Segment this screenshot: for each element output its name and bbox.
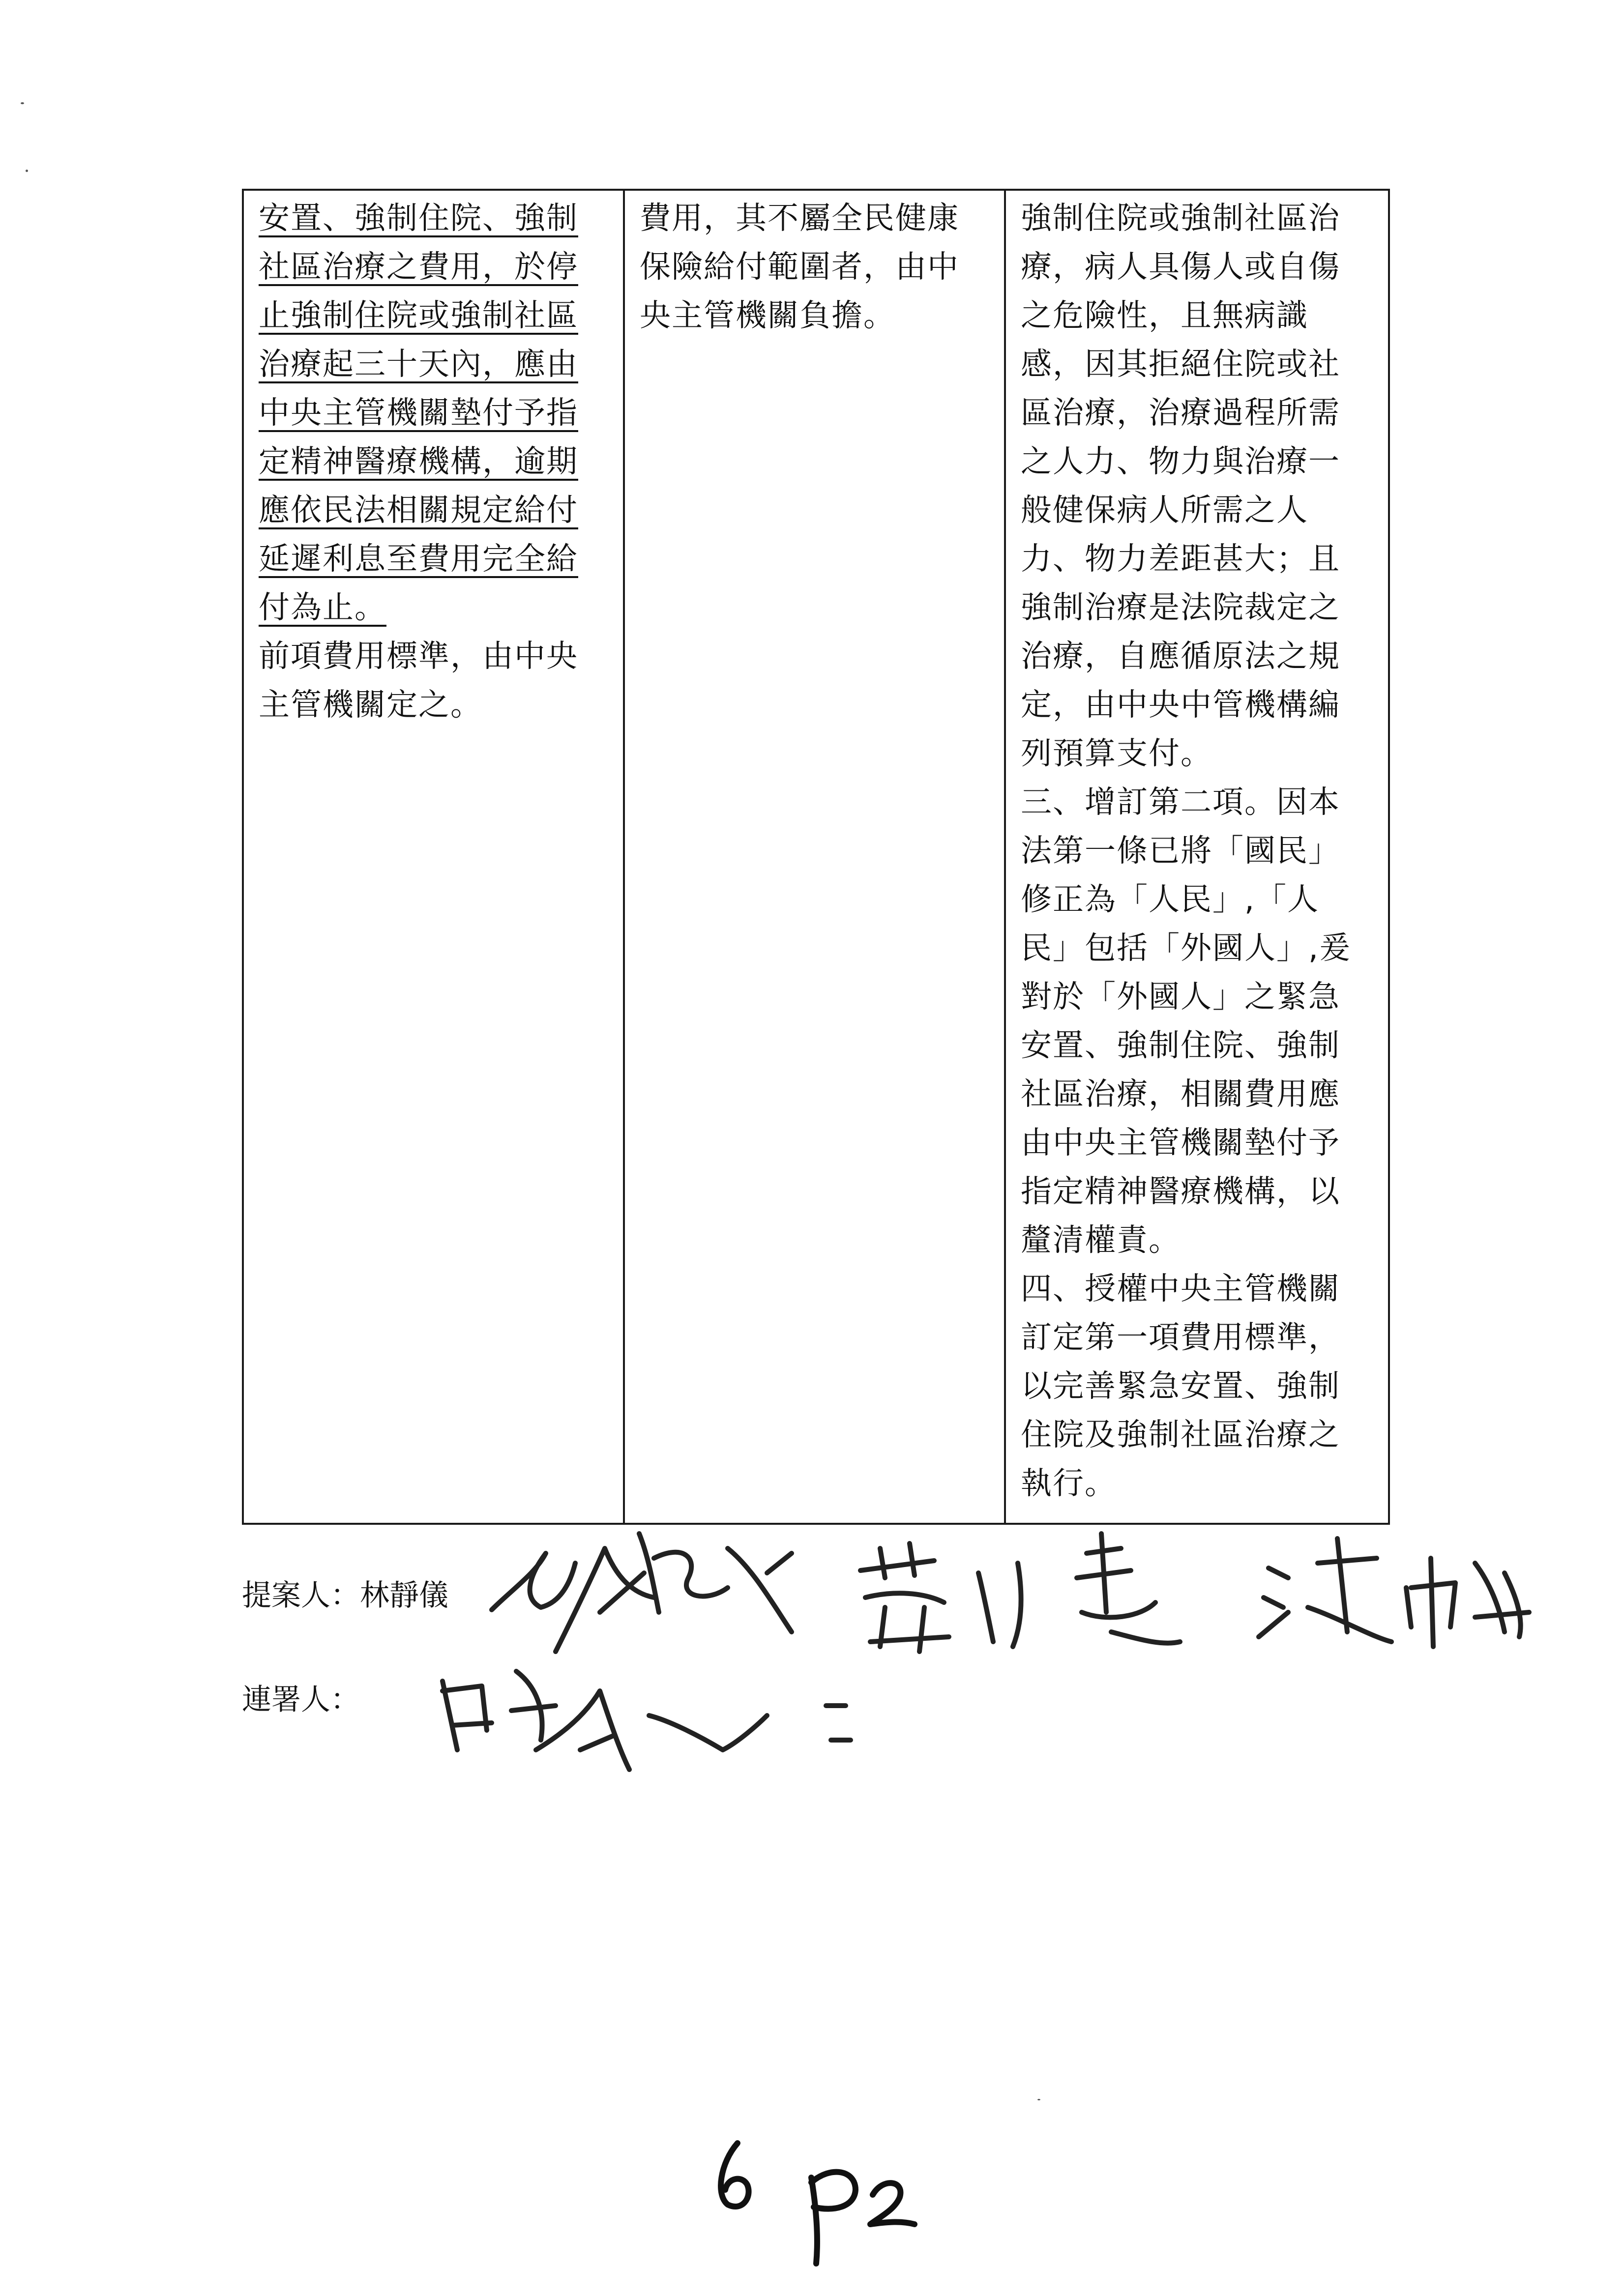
explanation-line: 訂定第一項費用標準， xyxy=(1021,1319,1340,1355)
signature-1-stroke xyxy=(600,1534,659,1612)
signature-2-stroke xyxy=(978,1563,1021,1647)
explanation-line: 定，由中央中管機構編 xyxy=(1021,687,1340,723)
scan-speck xyxy=(26,170,28,172)
signature-4-stroke xyxy=(1406,1558,1529,1647)
signature-5-stroke xyxy=(826,1706,851,1740)
explanation-line: 民」包括「外國人」,爰 xyxy=(1021,930,1352,966)
signature-1-stroke xyxy=(492,1553,575,1610)
amended-text-line: 付為止。 xyxy=(259,589,386,625)
explanation-line: 以完善緊急安置、強制 xyxy=(1021,1368,1340,1404)
amended-text-line: 安置、強制住院、強制 xyxy=(259,200,578,236)
amended-text-line: 主管機關定之。 xyxy=(259,687,482,723)
signature-1-stroke xyxy=(556,1548,654,1652)
explanation-line: 修正為「人民」,「人 xyxy=(1021,881,1320,917)
amended-text-line: 治療起三十天內，應由 xyxy=(259,346,578,382)
explanation-line: 釐清權責。 xyxy=(1021,1222,1181,1258)
signature-5-stroke xyxy=(536,1691,629,1770)
explanation-line: 列預算支付。 xyxy=(1021,735,1212,771)
explanation-line: 療，病人具傷人或自傷 xyxy=(1021,249,1340,285)
explanation-line: 法第一條已將「國民」 xyxy=(1021,833,1340,869)
explanation-line: 力、物力差距甚大；且 xyxy=(1021,541,1340,577)
amended-text-line: 前項費用標準，由中央 xyxy=(259,638,578,674)
explanation-line: 住院及強制社區治療之 xyxy=(1021,1417,1340,1453)
current-text-line: 費用，其不屬全民健康 xyxy=(640,200,959,236)
explanation-line: 感，因其拒絕住院或社 xyxy=(1021,346,1340,382)
signature-1-stroke xyxy=(654,1548,792,1632)
current-text-line: 保險給付範圍者，由中 xyxy=(640,249,959,285)
amended-text-line: 延遲利息至費用完全給 xyxy=(259,541,578,577)
signature-5-stroke xyxy=(443,1671,556,1750)
amended-text-line: 應依民法相關規定給付 xyxy=(259,492,578,528)
cosigner-label: 連署人： xyxy=(242,1683,360,1717)
signature-3-stroke xyxy=(1077,1534,1180,1643)
explanation-line: 區治療，治療過程所需 xyxy=(1021,395,1340,431)
signature-2-stroke xyxy=(860,1543,949,1652)
explanation-line: 安置、強制住院、強制 xyxy=(1021,1027,1340,1063)
amended-text-line: 止強制住院或強制社區 xyxy=(259,297,578,333)
explanation-line: 之人力、物力與治療一 xyxy=(1021,443,1340,479)
amended-text-line: 定精神醫療機構，逾期 xyxy=(259,443,578,479)
explanation-line: 般健保病人所需之人 xyxy=(1021,492,1308,528)
explanation-line: 社區治療，相關費用應 xyxy=(1021,1076,1340,1112)
explanation-line: 指定精神醫療機構，以 xyxy=(1021,1173,1340,1209)
scan-speck xyxy=(1037,2099,1040,2100)
explanation-line: 三、增訂第二項。因本 xyxy=(1021,784,1340,820)
explanation-line: 四、授權中央主管機關 xyxy=(1021,1271,1340,1307)
proposer-label: 提案人：林靜儀 xyxy=(242,1578,448,1613)
explanation-line: 之危險性，且無病識 xyxy=(1021,297,1308,333)
explanation-line: 由中央主管機關墊付予 xyxy=(1021,1125,1340,1161)
explanation-line: 強制住院或強制社區治 xyxy=(1021,200,1340,236)
current-text-line: 央主管機關負擔。 xyxy=(640,297,895,333)
signature-4-stroke xyxy=(1259,1539,1391,1642)
explanation-line: 強制治療是法院裁定之 xyxy=(1021,589,1340,625)
signature-5-stroke xyxy=(649,1715,767,1750)
handwritten-page-note xyxy=(698,2123,944,2271)
amended-text-line: 中央主管機關墊付予指 xyxy=(259,395,578,431)
explanation-line: 對於「外國人」之緊急 xyxy=(1021,979,1340,1015)
scan-speck xyxy=(21,102,24,104)
explanation-line: 治療，自應循原法之規 xyxy=(1021,638,1340,674)
amended-text-line: 社區治療之費用，於停 xyxy=(259,249,578,285)
explanation-line: 執行。 xyxy=(1021,1465,1117,1501)
